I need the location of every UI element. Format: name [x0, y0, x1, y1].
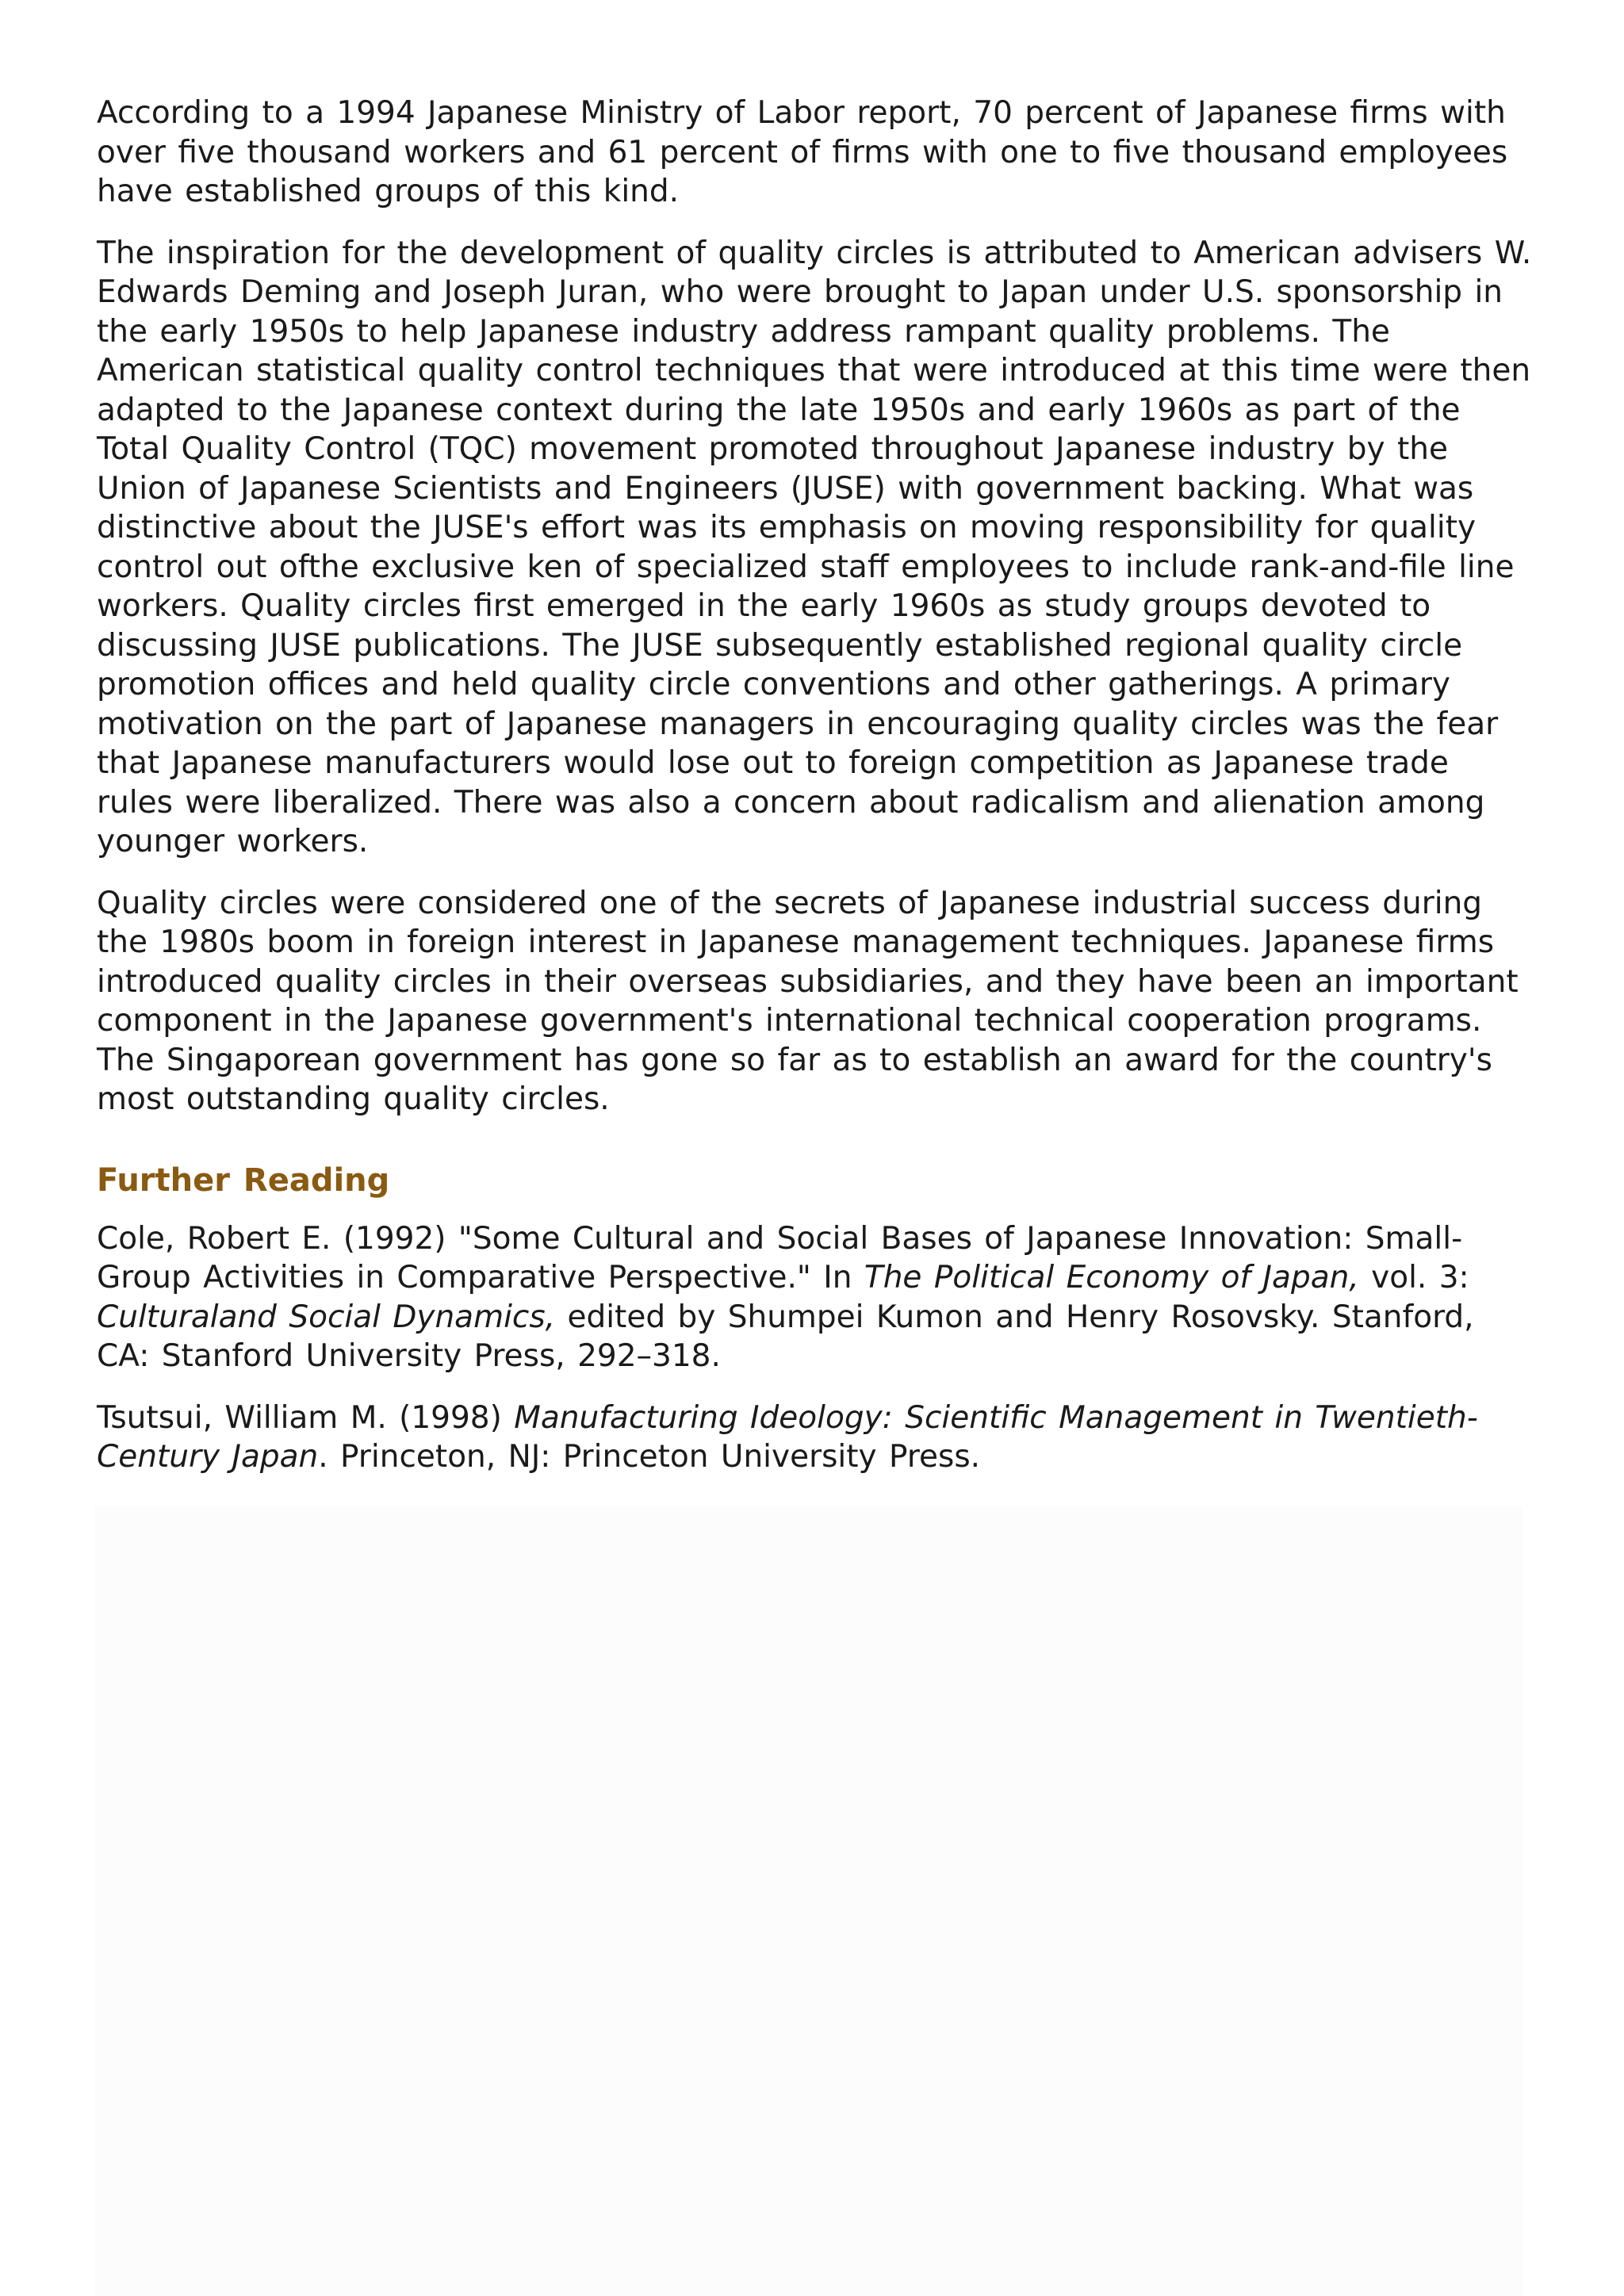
reference-tsutsui-authors: Tsutsui, William M. (1998) [97, 1399, 515, 1436]
reference-cole-volume-title: Culturaland Social Dynamics, [97, 1299, 556, 1335]
reference-cole-authors: Cole, Robert E. (1992) "Some Cultural and Social Bases of Japanese Innovation: Small-Group Activities in Comparative Perspective." In [97, 1220, 1463, 1295]
reference-cole [97, 1219, 1532, 1376]
further-reading-heading: Further Reading [97, 1161, 390, 1199]
reference-cole-publisher: edited by Shumpei Kumon and Henry Rosovsky. Stanford, CA: Stanford University Press, 292–318. [97, 1299, 1474, 1374]
reference-tsutsui-publisher: . Princeton, NJ: Princeton University Press. [318, 1439, 981, 1475]
reference-tsutsui-book-title: Manufacturing Ideology: Scientific Management in Twentieth-Century Japan [97, 1399, 1478, 1475]
article-body [97, 94, 1532, 1499]
reference-tsutsui [97, 1399, 1532, 1477]
paragraph-ministry-report: According to a 1994 Japanese Ministry of Labor report, 70 percent of Japanese firms with over five thousand workers and 61 percent of firms with one to five thousand employees have established groups of this kind. [97, 95, 1508, 209]
paragraph-quality-circle-origins: The inspiration for the development of quality circles is attributed to American advisers W. Edwards Deming and Joseph Juran, who were brought to Japan under U.S. sponsorship in the early 1950s to help Japanese industry address rampant quality problems. The American statistical quality control techniques that were introduced at this time were then adapted to the Japanese context during the late 1950s and early 1960s as part of the Total Quality Control (TQC) movement promoted throughout Japanese industry by the Union of Japanese Scientists and Engineers (JUSE) with government backing. What was distinctive about the JUSE's effort was its emphasis on moving responsibility for quality control out ofthe exclusive ken of specialized staff employees to include rank-and-file line workers. Quality circles first emerged in the early 1960s as study groups devoted to discussing JUSE publications. The JUSE subsequently established regional quality circle promotion offices and held quality circle conventions and other gatherings. A primary motivation on the part of Japanese managers in encouraging quality circles was the fear that Japanese manufacturers would lose out to foreign competition as Japanese trade rules were liberalized. There was also a concern about radicalism and alienation among younger workers. [97, 235, 1532, 859]
page-background-shade [95, 1506, 1522, 2296]
paragraph-quality-circle-success: Quality circles were considered one of the secrets of Japanese industrial success during the 1980s boom in foreign interest in Japanese management techniques. Japanese firms introduced quality circles in their overseas subsidiaries, and they have been an important component in the Japanese government's international technical cooperation programs. The Singaporean government has gone so far as to establish an award for the country's most outstanding quality circles. [97, 885, 1519, 1117]
reference-cole-volume: vol. 3: [1358, 1260, 1469, 1295]
reference-cole-book-title: The Political Economy of Japan, [864, 1260, 1359, 1295]
